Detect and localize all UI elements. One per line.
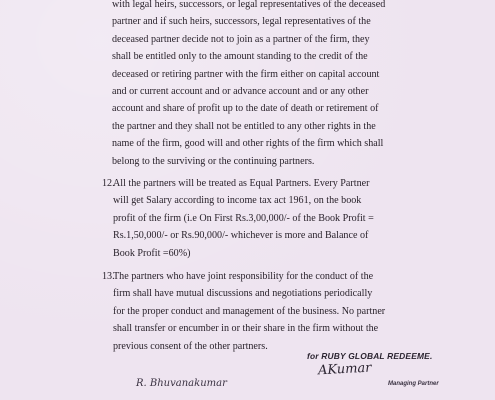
text-line: shall be entitled only to the amount standing to the credit of the <box>112 51 368 63</box>
text-line: and or current account and or advance account and or any other <box>112 86 369 98</box>
text-line: name of the firm, good will and other rights of the firm which shall <box>112 138 384 150</box>
partner-signature-left: R. Bhuvanakumar <box>136 378 227 389</box>
text-line: previous consent of the other partners. <box>113 340 268 352</box>
text-line: firm shall have mutual discussions and negotiations periodically <box>113 288 373 300</box>
clause-number: 13. <box>102 271 115 282</box>
text-line: deceased partner decide not to join as a partner of the firm, they <box>112 33 370 45</box>
text-line: The partners who have joint responsibility for the conduct of the <box>113 271 374 282</box>
text-line: account and share of profit up to the date of death or retirement of <box>112 103 379 115</box>
partner-signature-right: AKumar <box>317 360 372 379</box>
clause-13 <box>102 268 428 355</box>
text-line: All the partners will be treated as Equal Partners. Every Partner <box>113 178 370 189</box>
firm-stamp: for RUBY GLOBAL REDEEME. <box>307 351 433 361</box>
text-line: shall transfer or encumber in or their share in the firm without the <box>113 323 379 335</box>
text-line: with legal heirs, successors, or legal representatives of the deceased <box>112 0 386 10</box>
text-line: Book Profit =60%) <box>113 247 191 259</box>
text-line: deceased or retiring partner with the firm either on capital account <box>112 68 380 80</box>
text-line: the partner and they shall not be entitled to any other rights in the <box>112 120 376 132</box>
clause-continuation <box>112 0 428 170</box>
role-stamp: Managing Partner <box>388 381 439 387</box>
text-line: will get Salary according to income tax act 1961, on the book <box>113 195 362 207</box>
clause-body <box>113 175 428 262</box>
text-line: Rs.1,50,000/- or Rs.90,000/- whichever is more and Balance of <box>113 230 369 242</box>
clause-number: 12. <box>102 178 115 189</box>
clause-12 <box>102 175 428 262</box>
text-line: for the proper conduct and management of the business. No partner <box>113 305 386 317</box>
text-line: partner and if such heirs, successors, legal representatives of the <box>112 16 371 28</box>
text-line: belong to the surviving or the continuing partners. <box>112 155 315 167</box>
text-line: profit of the firm (i.e On First Rs.3,00,000/- of the Book Profit = <box>113 212 374 224</box>
clause-body <box>113 268 428 355</box>
